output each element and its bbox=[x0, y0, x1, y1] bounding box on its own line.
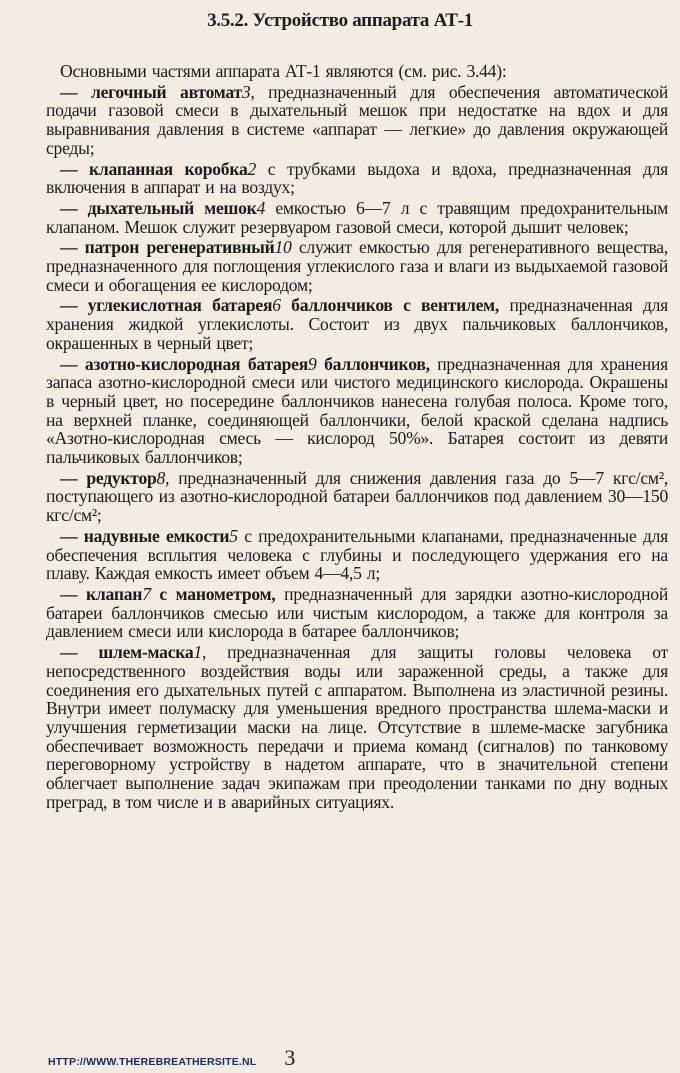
document-body bbox=[46, 62, 668, 813]
component-item bbox=[46, 199, 668, 236]
figure-ref-number: 3 bbox=[241, 81, 251, 102]
component-item bbox=[46, 83, 668, 158]
component-name: — шлем-маска bbox=[60, 642, 194, 663]
intro-paragraph bbox=[46, 62, 668, 81]
component-item bbox=[46, 160, 668, 197]
component-item bbox=[46, 469, 668, 525]
component-name: — редуктор bbox=[60, 467, 157, 488]
figure-ref-number: 4 bbox=[256, 197, 266, 218]
component-description: с предохранительными клапанами, предназначенные для обеспечения всплытия человека с глубины и последующего удержания его на плаву. Каждая емкость имеет объем 4—4,5 л; bbox=[46, 525, 668, 584]
figure-ref-number: 2 bbox=[247, 158, 257, 179]
component-description: предназначенный для зарядки азотно-кислородной батареи баллончиков смесью или чистым кислородом, а также для контроля за давлением смеси или кислорода в батарее баллончиков; bbox=[46, 583, 669, 642]
component-description: предназначенная для хранения жидкой углекислоты. Состоит из двух пальчиковых баллончиков, окрашенных в черный цвет; bbox=[46, 295, 668, 353]
figure-ref-number: 1 bbox=[193, 642, 202, 663]
watermark-url: HTTP://WWW.THEREBREATHERSITE.NL bbox=[48, 1056, 257, 1068]
component-name: — азотно-кислородная батарея bbox=[60, 353, 308, 374]
component-description: , предназначенный для обеспечения автоматической подачи газовой смеси в дыхательный мешок при недостатке на вдох и для выравнивания давления в системе «аппарат — легкие» до давления окружающей среды; bbox=[46, 81, 668, 158]
figure-ref-number: 10 bbox=[274, 237, 292, 258]
figure-ref-number: 8 bbox=[156, 467, 166, 488]
component-name: — легочный автомат bbox=[60, 81, 242, 102]
page-footer bbox=[48, 1045, 295, 1071]
component-description: служит емкостью для регенеративного вещества, предназначенного для поглощения углекислого газа и влаги из выдыхаемой газовой смеси и обогащения ее кислородом; bbox=[46, 237, 669, 295]
component-name: — углекислотная батарея bbox=[60, 295, 273, 316]
component-description: , предназначенный для снижения давления газа до 5—7 кгс/см², поступающего из азотно-кислородной батареи баллончиков под давлением 30—150 кгс/см²; bbox=[46, 467, 668, 526]
component-name: — надувные емкости bbox=[60, 525, 230, 546]
component-name: — клапан bbox=[60, 583, 143, 604]
figure-ref-number: 7 bbox=[142, 583, 151, 604]
component-name-cont: баллончиков с вентилем, bbox=[280, 295, 500, 316]
component-name: — дыхательный мешок bbox=[60, 197, 257, 218]
component-description: с трубками выдоха и вдоха, предназначенная для включения в аппарат и на воздух; bbox=[46, 158, 668, 198]
component-description: емкостью 6—7 л с травящим предохранительным клапаном. Мешок служит резервуаром газовой смеси, которой дышит человек; bbox=[46, 197, 668, 237]
figure-ref-number: 5 bbox=[229, 525, 238, 546]
component-item bbox=[46, 643, 668, 811]
page-number: 3 bbox=[284, 1045, 296, 1070]
component-item bbox=[46, 355, 668, 467]
section-title: 3.5.2. Устройство аппарата АТ-1 bbox=[207, 10, 473, 31]
component-name-cont: баллончиков, bbox=[316, 353, 430, 374]
component-item bbox=[46, 585, 668, 641]
component-item bbox=[46, 238, 668, 294]
figure-ref-number: 6 bbox=[272, 295, 281, 316]
component-name: — клапанная коробка bbox=[60, 158, 248, 179]
component-name: — патрон регенеративный bbox=[60, 237, 275, 258]
component-item bbox=[46, 527, 668, 583]
component-description: предназначенная для хранения запаса азотно-кислородной смеси или чистого медицинского кислорода. Окрашены в черный цвет, но посередине баллончиков нанесена голубая полоса. Кроме того, на верхней планке, соединяющей баллончики, белой краской сделана надпись «Азотно-кислородная смесь — кислород 50%». Батарея состоит из девяти пальчиковых баллончиков; bbox=[46, 353, 668, 468]
component-item bbox=[46, 296, 668, 352]
component-description: , предназначенная для защиты головы человека от непосредственного воздействия воды или зараженной среды, а также для соединения его дыхательных путей с аппаратом. Выполнена из эластичной резины. Внутри имеет полумаску для уменьшения вредного пространства шлема-маски и улучшения герметизации маски на лице. Отсутствие в шлеме-маске загубника обеспечивает возможность передачи и приема команд (сигналов) по танковому переговорному устройству в надетом аппарате, что в значительной степени облегчает выполнение задач экипажам при преодолении танками по дну водных преград, в том числе и в аварийных ситуациях. bbox=[46, 642, 668, 812]
figure-ref-number: 9 bbox=[308, 353, 317, 374]
component-name-cont: с манометром, bbox=[150, 583, 276, 604]
component-description: Основными частями аппарата АТ-1 являются (см. рис. 3.44): bbox=[60, 61, 507, 81]
